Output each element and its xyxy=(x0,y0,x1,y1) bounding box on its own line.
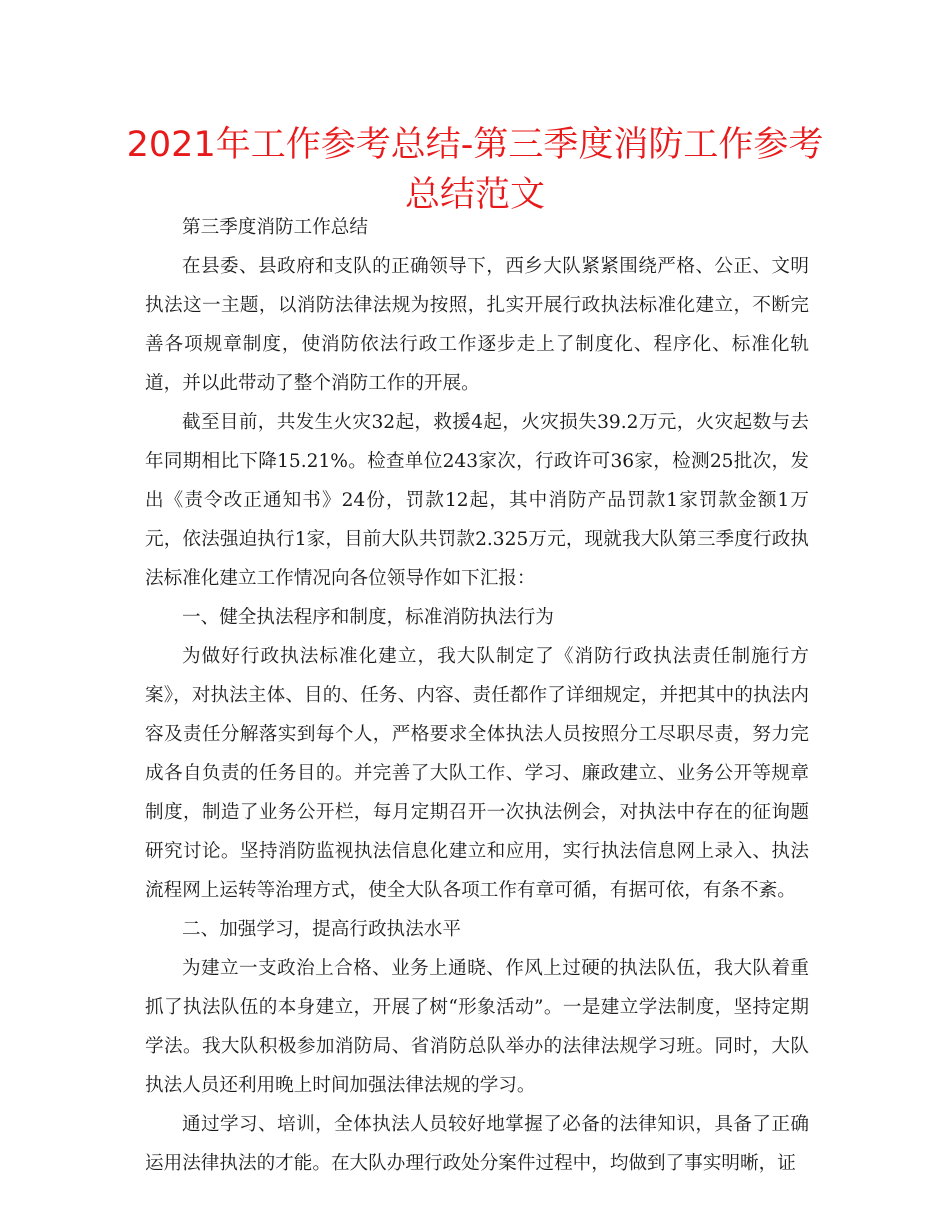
paragraph-section-1: 为做好行政执法标准化建立，我大队制定了《消防行政执法责任制施行方案》，对执法主体、目的、任务、内容、责任都作了详细规定，并把其中的执法内容及责任分解落实到每个人，严格要求全体执法人员按照分工尽职尽责，努力完成各自负责的任务目的。并完善了大队工作、学习、廉政建立、业务公开等规章制度，制造了业务公开栏，每月定期召开一次执法例会，对执法中存在的征询题研究讨论。坚持消防监视执法信息化建立和应用，实行执法信息网上录入、执法流程网上运转等治理方式，使全大队各项工作有章可循，有据可依，有条不紊。 xyxy=(145,646,809,901)
section-heading: 第三季度消防工作总结 xyxy=(182,217,368,238)
document-title: 2021年工作参考总结-第三季度消防工作参考总结范文 xyxy=(126,125,824,215)
document-body xyxy=(145,208,809,1183)
paragraph-section-2: 为建立一支政治上合格、业务上通晓、作风上过硬的执法队伍，我大队着重抓了执法队伍的本身建立，开展了树“形象活动”。一是建立学法制度，坚持定期学法。我大队积极参加消防局、省消防总队举办的法律法规学习班。同时，大队执法人员还利用晚上时间加强法律法规的学习。 xyxy=(145,958,809,1096)
paragraph-statistics: 截至目前，共发生火灾32起，救援4起，火灾损失39.2万元，火灾起数与去年同期相比下降15.21%。检查单位243家次，行政许可36家，检测25批次，发出《责令改正通知书》24份，罚款12起，其中消防产品罚款1家罚款金额1万元，依法强迫执行1家，目前大队共罚款2.325万元，现就我大队第三季度行政执法标准化建立工作情况向各位领导作如下汇报： xyxy=(145,412,809,589)
section-heading-2: 二、加强学习，提高行政执法水平 xyxy=(182,919,461,940)
section-heading-1: 一、健全执法程序和制度，标准消防执法行为 xyxy=(182,607,554,628)
paragraph-training: 通过学习、培训，全体执法人员较好地掌握了必备的法律知识，具备了正确运用法律执法的才能。在大队办理行政处分案件过程中，均做到了事实明晰，证 xyxy=(145,1114,809,1174)
paragraph-intro: 在县委、县政府和支队的正确领导下，西乡大队紧紧围绕严格、公正、文明执法这一主题，以消防法律法规为按照，扎实开展行政执法标准化建立，不断完善各项规章制度，使消防依法行政工作逐步走上了制度化、程序化、标准化轨道，并以此带动了整个消防工作的开展。 xyxy=(145,256,809,394)
